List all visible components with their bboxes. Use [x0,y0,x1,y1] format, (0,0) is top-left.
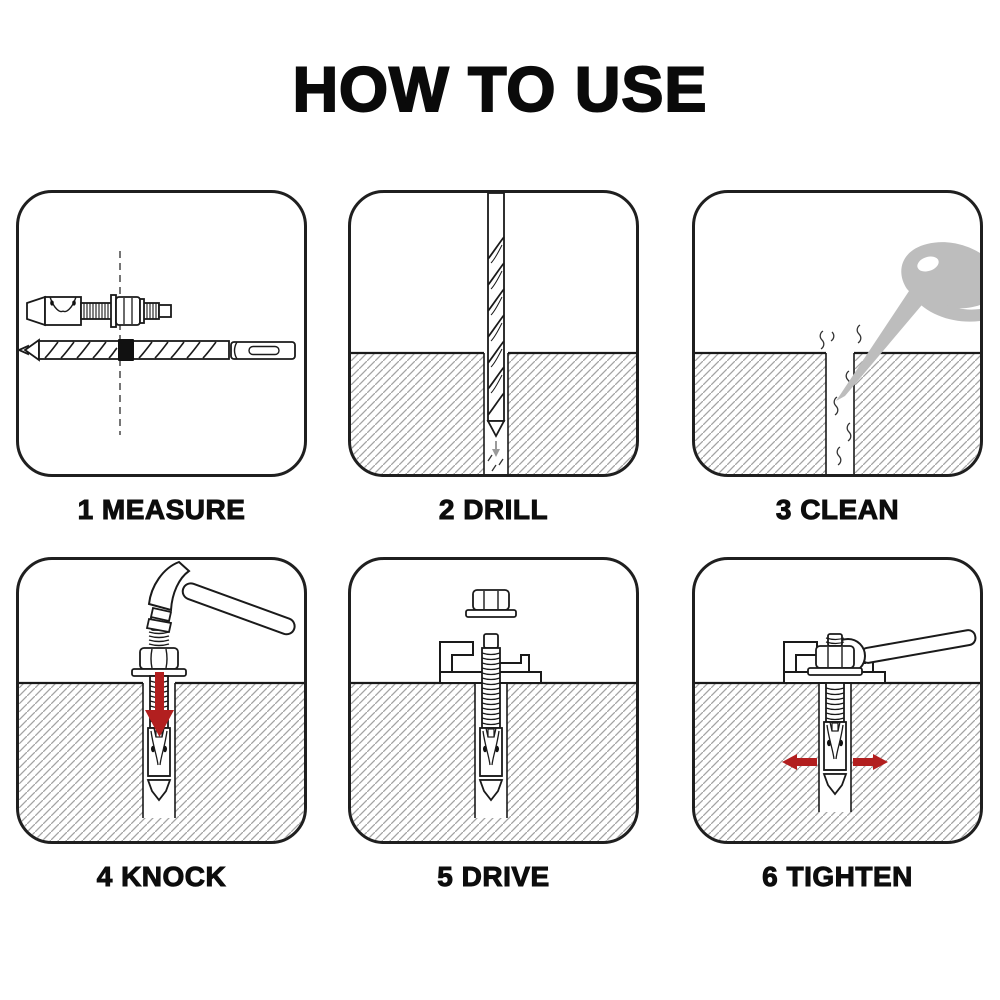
drilled-hole-icon [826,353,854,474]
step-label-tighten: 6 TIGHTEN [762,861,913,892]
depth-mark-band-icon [118,339,134,361]
drill-bit-icon [19,339,295,361]
step-drive [348,557,639,893]
tighten-illustration [692,557,983,844]
step-label-clean: 3 CLEAN [775,494,900,525]
step-label-knock: 4 KNOCK [96,861,227,892]
step-measure [16,190,307,526]
step-tighten [692,557,983,893]
hammer-icon [147,562,297,637]
step-drill [348,190,639,526]
drive-illustration [348,557,639,844]
knock-illustration [16,557,307,844]
step-label-drill: 2 DRILL [438,494,549,525]
step-knock [16,557,307,893]
anchor-bolt-icon [27,295,171,327]
drill-illustration [348,190,639,477]
step-label-measure: 1 MEASURE [77,494,246,525]
washer-icon [466,610,516,617]
step-label-drive: 5 DRIVE [437,861,550,892]
step-clean [692,190,983,526]
page-title: HOW TO USE [292,55,708,125]
drill-bit-icon [488,193,504,436]
clean-illustration [692,190,983,477]
hex-nut-icon [466,590,516,617]
washer-icon [808,668,862,675]
measure-illustration [16,190,307,477]
anchor-bolt-icon [824,683,846,794]
anchor-bolt-icon [480,634,502,800]
